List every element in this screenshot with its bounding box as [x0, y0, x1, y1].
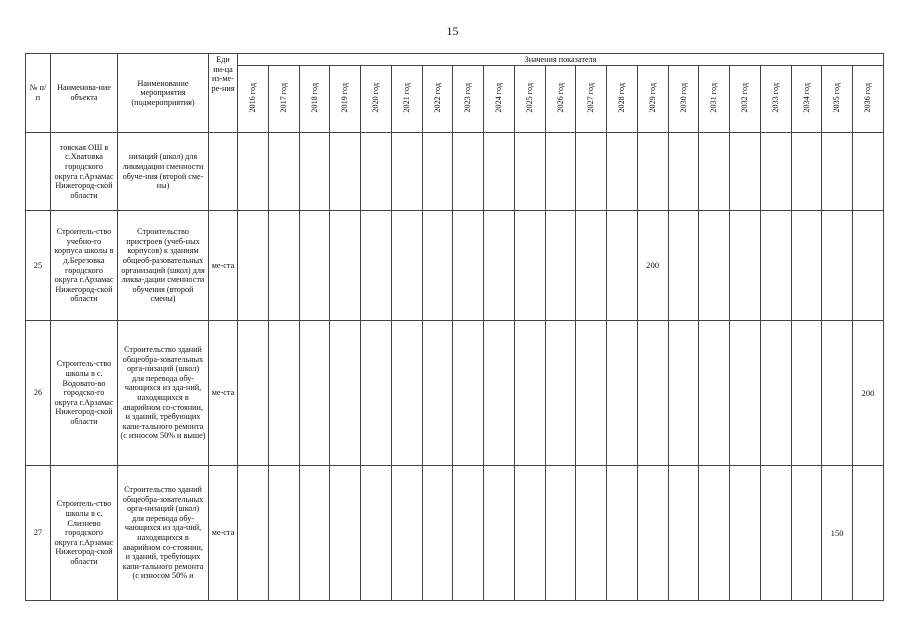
cell-num [26, 133, 51, 211]
header-year: 2030 год [668, 66, 699, 133]
cell-value [760, 211, 791, 321]
cell-event: Строительство зданий общеобра-зовательных орга-низаций (школ) для перевода обу-чающихся из зда-ний, находящихся в аварийном со-стоянии, и зданий, требующих капи-тального ремонта (с износом 50% и выше) [118, 321, 209, 466]
cell-num: 26 [26, 321, 51, 466]
cell-value [760, 321, 791, 466]
cell-object: Строитель-ство школы в с. Слизнево городского округа г.Арзамас Нижегород-ской области [51, 466, 118, 601]
cell-value [791, 133, 822, 211]
cell-value [730, 133, 761, 211]
cell-value [361, 466, 392, 601]
cell-event: Строительство зданий общеобра-зовательных орга-низаций (школ) для перевода обу-чающихся из зда-ний, находящихся в аварийном со-стоянии, и зданий, требующих капи-тального ремонта (с износом 50% и [118, 466, 209, 601]
cell-value [668, 466, 699, 601]
cell-value [576, 133, 607, 211]
header-year: 2028 год [607, 66, 638, 133]
cell-object: Строитель-ство учебно-го корпуса школы в д.Березовка городского округа г.Арзамас Нижегород-ской области [51, 211, 118, 321]
cell-value [453, 133, 484, 211]
cell-value [637, 321, 668, 466]
cell-value [453, 211, 484, 321]
cell-value [391, 466, 422, 601]
header-year: 2017 год [268, 66, 299, 133]
header-year: 2021 год [391, 66, 422, 133]
header-year: 2020 год [361, 66, 392, 133]
cell-value [791, 211, 822, 321]
header-year: 2026 год [545, 66, 576, 133]
cell-value [361, 133, 392, 211]
cell-value [699, 133, 730, 211]
cell-value [576, 211, 607, 321]
cell-value [545, 211, 576, 321]
cell-value [453, 321, 484, 466]
cell-value [791, 466, 822, 601]
cell-value [453, 466, 484, 601]
cell-value [391, 133, 422, 211]
cell-value: 200 [853, 321, 884, 466]
cell-value [607, 321, 638, 466]
cell-value [422, 321, 453, 466]
header-year: 2016 год [238, 66, 269, 133]
header-year: 2029 год [637, 66, 668, 133]
cell-value [330, 321, 361, 466]
cell-value [607, 133, 638, 211]
table-row [26, 211, 884, 321]
header-year: 2025 год [514, 66, 545, 133]
cell-value [238, 133, 269, 211]
cell-value [299, 211, 330, 321]
cell-unit [209, 133, 238, 211]
cell-value [668, 211, 699, 321]
cell-object: товская ОШ в с.Хватовка городского округа г.Арзамас Нижегород-ской области [51, 133, 118, 211]
cell-value [484, 321, 515, 466]
cell-value [822, 133, 853, 211]
header-values-group: Значения показателя [238, 54, 884, 66]
cell-num: 27 [26, 466, 51, 601]
cell-value [730, 321, 761, 466]
header-year: 2033 год [760, 66, 791, 133]
cell-value [238, 466, 269, 601]
cell-value [268, 133, 299, 211]
cell-value [514, 211, 545, 321]
header-year: 2031 год [699, 66, 730, 133]
indicators-table [25, 53, 884, 601]
cell-value [330, 133, 361, 211]
header-year: 2027 год [576, 66, 607, 133]
cell-value [607, 211, 638, 321]
cell-value [299, 466, 330, 601]
cell-unit: ме-ста [209, 466, 238, 601]
cell-value [576, 321, 607, 466]
cell-value [699, 321, 730, 466]
cell-value [607, 466, 638, 601]
cell-event: низаций (школ) для ликвидации сменности обуче-ния (второй сме-ны) [118, 133, 209, 211]
cell-value [422, 466, 453, 601]
header-year: 2019 год [330, 66, 361, 133]
cell-value [760, 466, 791, 601]
header-year: 2034 год [791, 66, 822, 133]
cell-value [299, 133, 330, 211]
cell-value [699, 466, 730, 601]
header-year: 2024 год [484, 66, 515, 133]
cell-value [668, 133, 699, 211]
cell-value [268, 211, 299, 321]
header-year: 2023 год [453, 66, 484, 133]
header-unit: Еди ни-ца из-ме-ре-ния [209, 54, 238, 133]
cell-value: 150 [822, 466, 853, 601]
cell-value [514, 133, 545, 211]
cell-value [422, 133, 453, 211]
cell-value [514, 466, 545, 601]
header-year: 2022 год [422, 66, 453, 133]
cell-event: Строительство пристроев (учеб-ных корпусов) к зданиям общеоб-разовательных организаций (школ) для ликва-дации сменности обучения (второй смены) [118, 211, 209, 321]
cell-value [330, 466, 361, 601]
cell-value [361, 211, 392, 321]
cell-value [699, 211, 730, 321]
cell-object: Строитель-ство школы в с. Водовато-во городско-го округа г.Арзамас Нижегород-ской области [51, 321, 118, 466]
cell-value [853, 211, 884, 321]
cell-value [514, 321, 545, 466]
cell-value [391, 211, 422, 321]
cell-value [545, 466, 576, 601]
cell-num: 25 [26, 211, 51, 321]
cell-value [484, 133, 515, 211]
table-row [26, 466, 884, 601]
header-object: Наименова-ние объекта [51, 54, 118, 133]
header-year: 2018 год [299, 66, 330, 133]
cell-value [822, 321, 853, 466]
cell-value [361, 321, 392, 466]
cell-value [545, 133, 576, 211]
cell-value [484, 211, 515, 321]
header-row-group [26, 54, 884, 66]
cell-value [760, 133, 791, 211]
cell-value [268, 321, 299, 466]
header-num: № п/п [26, 54, 51, 133]
header-year: 2036 год [853, 66, 884, 133]
cell-value [822, 211, 853, 321]
cell-value [422, 211, 453, 321]
cell-value [668, 321, 699, 466]
cell-value [391, 321, 422, 466]
cell-value [484, 466, 515, 601]
cell-value [268, 466, 299, 601]
cell-value [299, 321, 330, 466]
cell-value [853, 466, 884, 601]
header-event: Наименование мероприятия (подмероприятия) [118, 54, 209, 133]
cell-value [730, 211, 761, 321]
cell-value [637, 133, 668, 211]
cell-value [238, 211, 269, 321]
cell-value [853, 133, 884, 211]
cell-value [730, 466, 761, 601]
cell-value [576, 466, 607, 601]
cell-value [330, 211, 361, 321]
cell-unit: ме-ста [209, 211, 238, 321]
cell-value [791, 321, 822, 466]
header-year: 2035 год [822, 66, 853, 133]
cell-value [545, 321, 576, 466]
cell-value [637, 466, 668, 601]
cell-value: 200 [637, 211, 668, 321]
cell-unit: ме-ста [209, 321, 238, 466]
table-body [26, 133, 884, 601]
table-row [26, 133, 884, 211]
table-row [26, 321, 884, 466]
page-number: 15 [446, 24, 459, 38]
header-year: 2032 год [730, 66, 761, 133]
cell-value [238, 321, 269, 466]
